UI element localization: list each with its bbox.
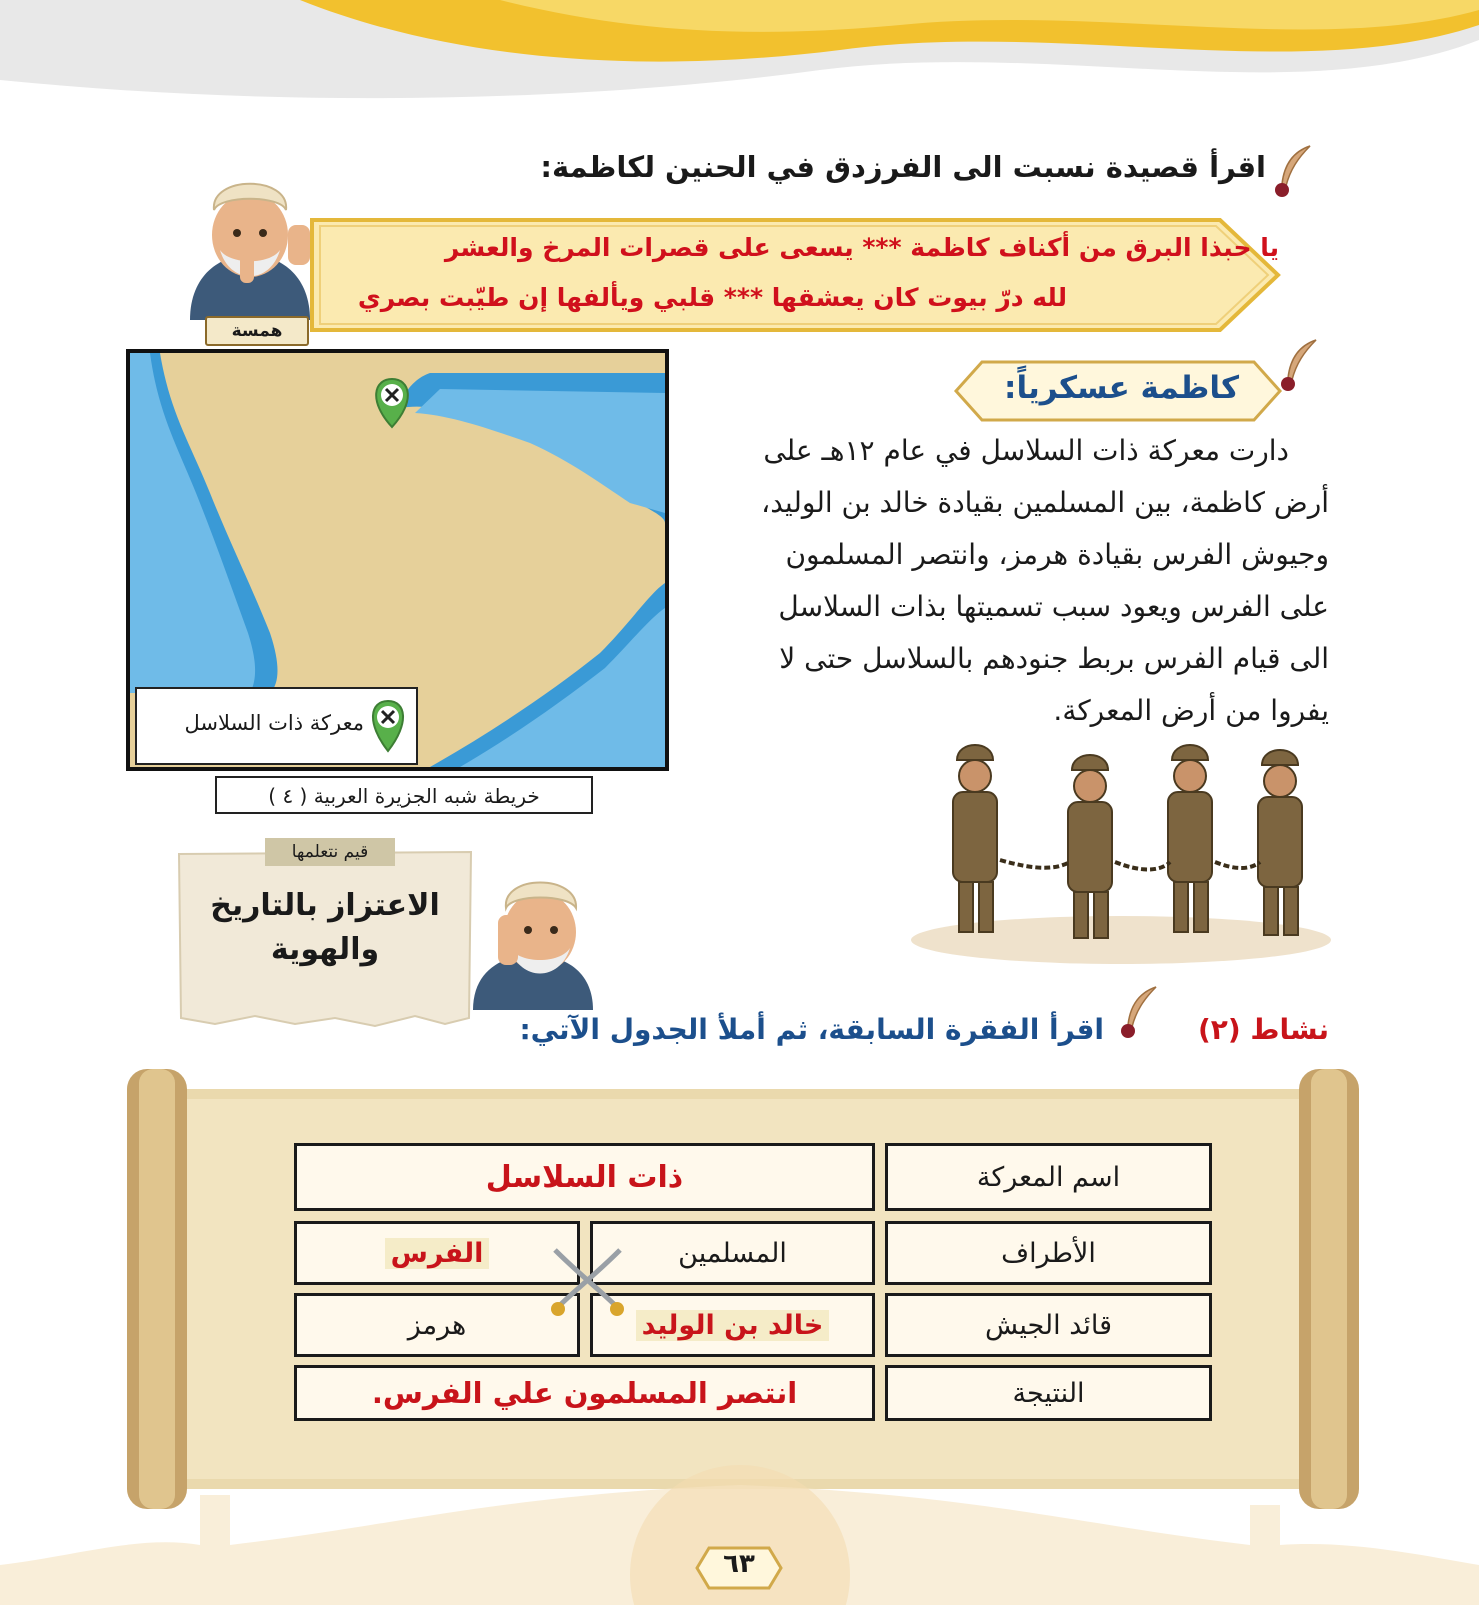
result-value: انتصر المسلمون علي الفرس. bbox=[371, 1376, 798, 1410]
arabian-peninsula-map bbox=[126, 349, 669, 771]
map-caption: خريطة شبه الجزيرة العربية ( ٤ ) bbox=[215, 776, 593, 814]
party-persians: الفرس bbox=[385, 1238, 490, 1269]
commander-persians: هرمز bbox=[407, 1309, 467, 1341]
paragraph-line: دارت معركة ذات السلاسل في عام ١٢هـ على bbox=[763, 434, 1289, 467]
battle-name-label-cell bbox=[885, 1143, 1212, 1211]
commander-label-cell bbox=[885, 1293, 1212, 1357]
activity-instruction: اقرأ الفقرة السابقة، ثم أملأ الجدول الآتي: bbox=[519, 1013, 1104, 1046]
parties-label: الأطراف bbox=[1001, 1237, 1096, 1269]
battle-name-value: ذات السلاسل bbox=[485, 1159, 684, 1195]
elder-thinking-avatar-icon bbox=[468, 860, 598, 1010]
battle-marker-icon bbox=[368, 699, 408, 753]
party-muslims-cell bbox=[590, 1221, 875, 1285]
result-value-cell bbox=[294, 1365, 875, 1421]
result-label-cell bbox=[885, 1365, 1212, 1421]
poem-line-2: لله درّ بيوت كان يعشقها *** قلبي ويألفها إن طيّبت بصري bbox=[357, 283, 1067, 312]
map-legend bbox=[135, 687, 418, 765]
paragraph-line: الى قيام الفرس بربط جنودهم بالسلاسل حتى لا bbox=[779, 642, 1329, 675]
result-label: النتيجة bbox=[1012, 1377, 1085, 1409]
commander-persians-cell bbox=[294, 1293, 580, 1357]
section-title: كاظمة عسكرياً: bbox=[1004, 370, 1239, 406]
intro-heading: اقرأ قصيدة نسبت الى الفرزدق في الحنين لكاظمة: bbox=[540, 150, 1266, 184]
paragraph-line: على الفرس ويعود سبب تسميتها بذات السلاسل bbox=[778, 590, 1329, 623]
paragraph-line: وجيوش الفرس بقيادة هرمز، وانتصر المسلمون bbox=[785, 538, 1329, 571]
values-card-line-1: الاعتزاز بالتاريخ bbox=[210, 888, 440, 923]
parties-label-cell bbox=[885, 1221, 1212, 1285]
commander-muslims: خالد بن الوليد bbox=[636, 1310, 830, 1341]
battle-name-value-cell bbox=[294, 1143, 875, 1211]
quill-icon bbox=[1116, 985, 1162, 1041]
paragraph-line: يفروا من أرض المعركة. bbox=[1053, 694, 1329, 727]
page-number: ٦٣ bbox=[723, 1549, 755, 1579]
commander-label: قائد الجيش bbox=[984, 1309, 1113, 1341]
chained-soldiers-illustration bbox=[905, 740, 1338, 965]
paragraph-line: أرض كاظمة، بين المسلمين بقيادة خالد بن الوليد، bbox=[761, 486, 1329, 519]
quill-icon bbox=[1270, 144, 1316, 200]
whisper-tag: همسة bbox=[205, 316, 309, 346]
top-decorative-band bbox=[0, 0, 1479, 110]
activity-label: نشاط (٢) bbox=[1197, 1013, 1329, 1046]
parchment-scroll bbox=[127, 1069, 1359, 1509]
party-muslims: المسلمين bbox=[678, 1237, 787, 1269]
party-persians-cell bbox=[294, 1221, 580, 1285]
battle-name-label: اسم المعركة bbox=[976, 1161, 1121, 1193]
values-card-line-2: والهوية bbox=[270, 932, 380, 967]
poem-line-1: يا حبذا البرق من أكناف كاظمة *** يسعى على قصرات المرخ والعشر bbox=[444, 233, 1279, 262]
map-legend-label: معركة ذات السلاسل bbox=[184, 711, 364, 735]
crossed-swords-icon bbox=[545, 1245, 630, 1320]
values-card-tag: قيم نتعلمها bbox=[265, 838, 395, 866]
commander-muslims-cell bbox=[590, 1293, 875, 1357]
